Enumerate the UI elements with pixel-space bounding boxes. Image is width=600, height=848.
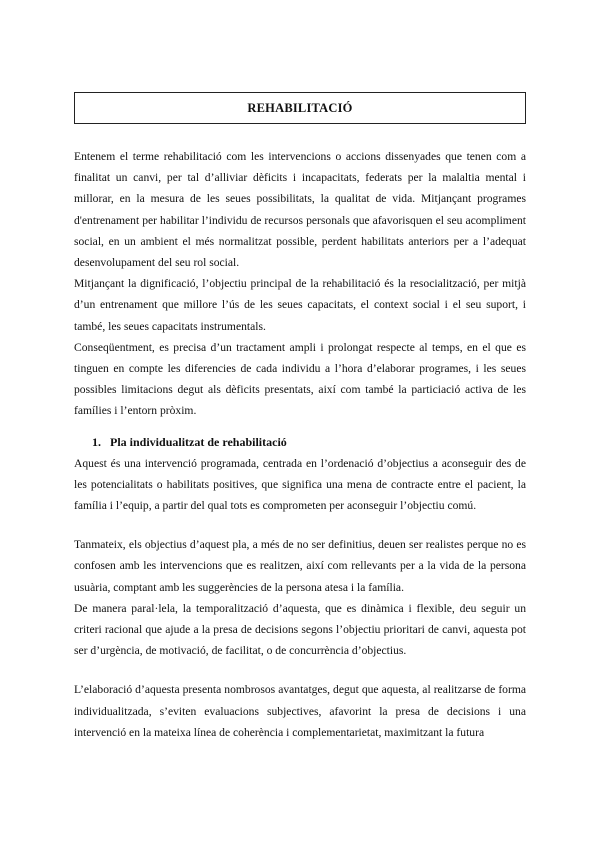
section-paragraph-1: Aquest és una intervenció programada, centrada en l’ordenació d’objectius a aconseguir des de les potencialitats o habilitats positives, que significa una mena de contracte entre el pacient, la família i l’equip, a partir del qual tots es comprometen per aconseguir l’objectiu comú. [74,456,526,513]
spacer [74,516,526,534]
title-box [74,92,526,124]
document-title: REHABILITACIÓ [247,100,353,115]
section-paragraph-2: Tanmateix, els objectius d’aquest pla, a més de no ser definitius, deuen ser realistes perque no es confosen amb les intervencions que es realitzen, així com rellevants per a la vida de la persona usuària, comptant amb les suggerències de la persona atesa i la família. [74,538,526,594]
section-title: Pla individualitzat de rehabilitació [110,434,287,449]
section-number: 1. [92,434,101,449]
spacer [74,661,526,679]
section-paragraph-3: De manera paral·lela, la temporalització d’aquesta, que es dinàmica i flexible, deu seguir un criteri racional que ajude a la presa de decisions segons l’objectiu prioritari de canvi, aquesta pot ser d’urgència, de motivació, de facilitat, o de concurrència d’objectius. [74,601,526,658]
intro-paragraph-1: Entenem el terme rehabilitació com les intervencions o accions dissenyades que tenen com a finalitat un canvi, per tal d’alliviar dèficits i incapacitats, federats per la malaltia mental i millorar, en la mesura de les seues possibilitats, la qualitat de vida. Mitjançant programes d'entrenament per habilitar l’individu de recursos personals que afavorisquen el seu acompliment social, en un ambient el més normalitzat possible, perdent habilitats anteriors per a l’adequat desenvolupament del seu rol social. [74,150,526,270]
section-paragraph-4: L’elaboració d’aquesta presenta nombrosos avantatges, degut que aquesta, al realitzarse de forma individualitzada, s’eviten evaluacions subjectives, afavorint la presa de decisions i una intervenció en la mateixa línea de coherència i complementarietat, maximitzant la futura [74,683,526,739]
intro-paragraph-2: Mitjançant la dignificació, l’objectiu principal de la rehabilitació és la resocialització, per mitjà d’un entrenament que millore l’ús de les seues capacitats, el context social i el seu suport, i també, les seues capacitats instrumentals. [74,277,526,333]
section-heading [74,432,526,453]
document-body [74,146,526,743]
intro-paragraph-3: Conseqüentment, es precisa d’un tractament ampli i prolongat respecte al temps, en el que es tinguen en compte les diferencies de cada individu a l’hora d’elaborar programes, i les seues possibles limitacions degut als dèficits presentats, així com també la particiació activa de les famílies i l’entorn pròxim. [74,340,526,418]
spacer [74,422,526,432]
